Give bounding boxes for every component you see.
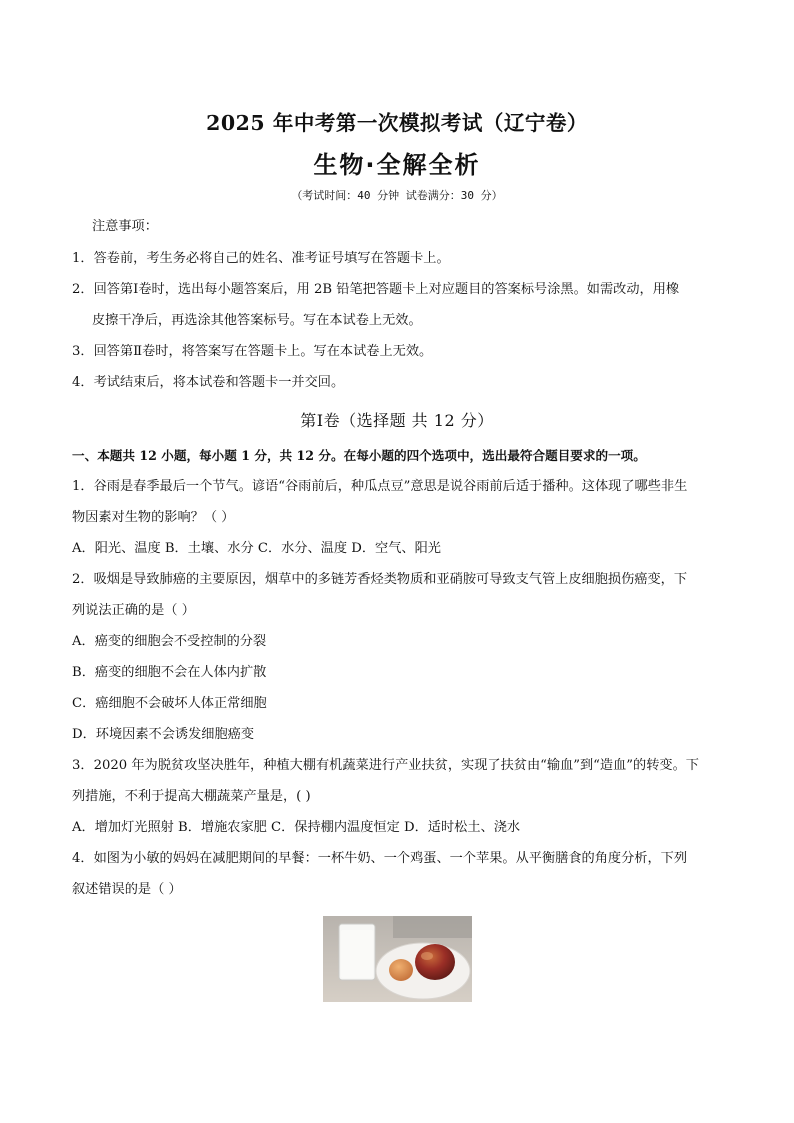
question-2-stem: 列说法正确的是（ ） [72,603,195,618]
laptop-edge [393,916,472,938]
notice-item: 2．回答第Ⅰ卷时，选出每小题答案后，用 2B 铅笔把答题卡上对应题目的答案标号涂黑。如需改动，用橡 [72,282,680,297]
notice-item: 3．回答第Ⅱ卷时，将答案写在答题卡上。写在本试卷上无效。 [72,344,433,359]
notice-item: 4．考试结束后，将本试卷和答题卡一并交回。 [72,375,345,390]
notice-item-continuation: 皮擦干净后，再选涂其他答案标号。写在本试卷上无效。 [92,313,422,328]
breakfast-photo [323,916,472,1002]
exam-info: （考试时间：40 分钟 试卷满分：30 分） [291,189,503,202]
notice-heading: 注意事项： [92,219,158,234]
apple [415,944,455,980]
notice-item: 1．答卷前，考生务必将自己的姓名、准考证号填写在答题卡上。 [72,251,450,266]
question-3-stem: 列措施，不利于提高大棚蔬菜产量是，( ) [72,789,311,804]
question-2-option-d: D．环境因素不会诱发细胞癌变 [72,727,255,742]
question-4-stem: 4．如图为小敏的妈妈在减肥期间的早餐：一杯牛奶、一个鸡蛋、一个苹果。从平衡膳食的角度分析，下列 [72,851,688,866]
question-3-options: A．增加灯光照射 B．增施农家肥 C．保持棚内温度恒定 D．适时松土、浇水 [72,820,521,835]
question-1-stem: 物因素对生物的影响？（ ） [72,510,235,525]
question-2-option-b: B．癌变的细胞不会在人体内扩散 [72,665,267,680]
question-3-stem: 3．2020 年为脱贫攻坚决胜年，种植大棚有机蔬菜进行产业扶贫，实现了扶贫由“输血”到“造血”的转变。下 [72,758,699,773]
question-2-stem: 2．吸烟是导致肺癌的主要原因，烟草中的多链芳香烃类物质和亚硝胺可导致支气管上皮细胞损伤癌变，下 [72,572,688,587]
egg [389,959,413,981]
page-subtitle: 生物·全解全析 [313,151,481,179]
question-2-option-a: A．癌变的细胞会不受控制的分裂 [72,634,267,649]
question-1-options: A．阳光、温度 B．土壤、水分 C．水分、温度 D．空气、阳光 [72,541,441,556]
page-title: 2025 年中考第一次模拟考试（辽宁卷） [206,111,588,135]
milk [341,930,373,978]
question-2-option-c: C．癌细胞不会破坏人体正常细胞 [72,696,267,711]
section-title: 第Ⅰ卷（选择题 共 12 分） [300,411,494,430]
question-4-stem: 叙述错误的是（ ） [72,882,182,897]
section-instruction: 一、本题共 12 小题，每小题 1 分，共 12 分。在每小题的四个选项中，选出最符合题目要求的一项。 [72,448,646,463]
question-1-stem: 1．谷雨是春季最后一个节气。谚语“谷雨前后，种瓜点豆”意思是说谷雨前后适于播种。这体现了哪些非生 [72,479,688,494]
